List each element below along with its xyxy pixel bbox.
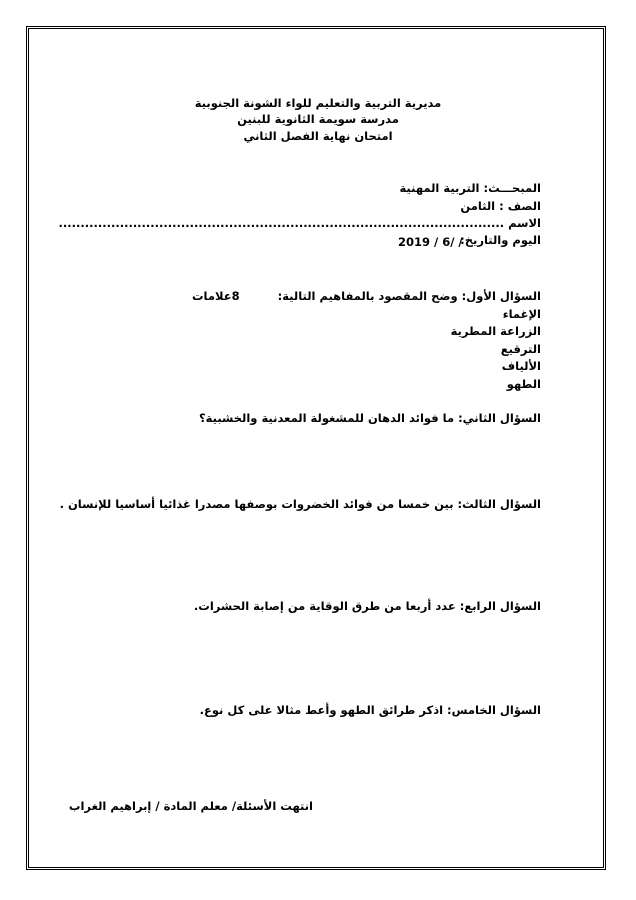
header-directorate: مديرية التربية والتعليم للواء الشونة الجنوبية (194, 96, 442, 110)
q1-item-5: الطهو (506, 377, 541, 391)
date-line (460, 233, 541, 247)
question-5-text: السؤال الخامس: اذكر طرائق الطهو وأعط مثالا على كل نوع. (199, 703, 541, 717)
question-3-text: السؤال الثالث: بين خمسا من فوائد الخضروات بوصفها مصدرا غذائيا أساسيا للإنسان . (59, 497, 541, 511)
q1-item-2: الزراعة المطرية (450, 324, 541, 338)
name-line: الاسم ...................................................................................................... (58, 216, 541, 230)
header-school: مدرسة سويمة الثانوية للبنين (237, 112, 399, 126)
grade-line: الصف : الثامن (460, 199, 541, 213)
page-border (26, 26, 606, 870)
question-1-marks: 8علامات (192, 289, 240, 303)
date-label: اليوم والتاريخ: (460, 233, 541, 247)
question-4-text: السؤال الرابع: عدد أربعا من طرق الوقاية من إصابة الحشرات. (193, 599, 541, 613)
footer-teacher-line: انتهت الأسئلة/ معلم المادة / إبراهيم الغراب (68, 799, 313, 813)
q1-item-1: الإغماء (502, 307, 541, 321)
date-value: 2019 / 6/ / (398, 235, 463, 249)
q1-item-3: الترقيع (500, 342, 541, 356)
header-exam-title: امتحان نهاية الفصل الثاني (243, 129, 393, 143)
q1-item-4: الألياف (501, 359, 541, 373)
question-2-text: السؤال الثاني: ما فوائد الدهان للمشغولة المعدنية والخشبية؟ (199, 411, 541, 425)
question-1-text: السؤال الأول: وضح المقصود بالمفاهيم التالية: (277, 289, 541, 303)
subject-line: المبحـــث: التربية المهنية (399, 181, 541, 195)
